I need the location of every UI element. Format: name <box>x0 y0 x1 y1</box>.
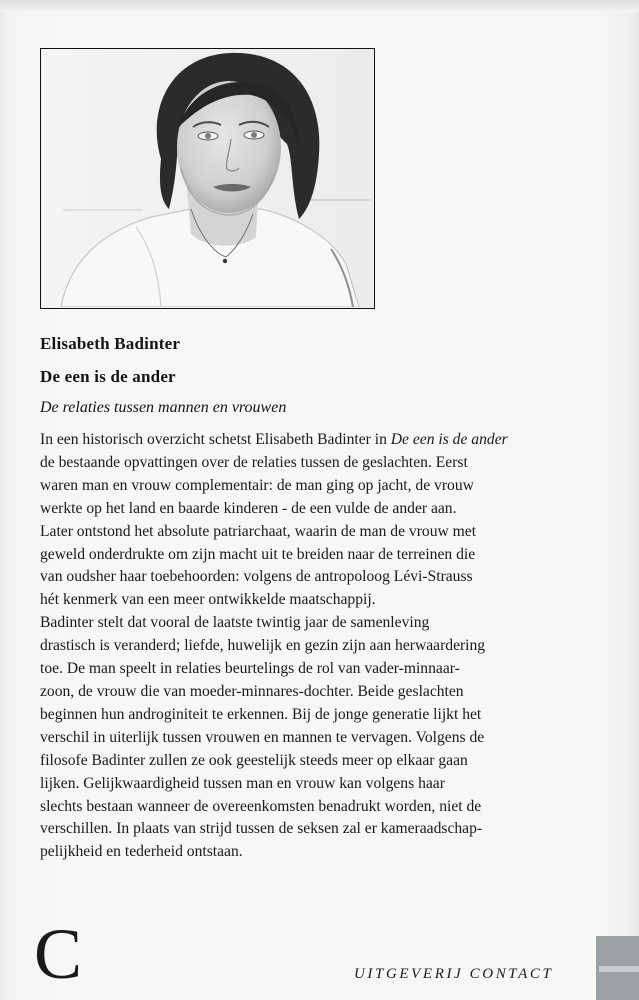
blurb-line: pelijkheid en tederheid ontstaan. <box>40 843 243 861</box>
author-photo <box>40 48 375 309</box>
publisher-logo: C <box>34 914 83 994</box>
blurb-line: lijken. Gelijkwaardigheid tussen man en vrouw kan volgens haar <box>40 774 445 792</box>
blurb-line: werkte op het land en baarde kinderen - de een vulde de ander aan. <box>40 499 457 517</box>
book-subtitle: De relaties tussen mannen en vrouwen <box>40 399 287 416</box>
book-title: De een is de ander <box>40 367 176 386</box>
blurb-line: de bestaande opvattingen over de relaties tussen de geslachten. Eerst <box>40 453 468 471</box>
blurb-line: beginnen hun androginiteit te erkennen. Bij de jonge generatie lijkt het <box>40 705 482 723</box>
author-name: Elisabeth Badinter <box>40 334 181 353</box>
blurb-line: waren man en vrouw complementair: de man ging op jacht, de vrouw <box>40 476 474 494</box>
blurb-line: toe. De man speelt in relaties beurtelings de rol van vader-minnaar- <box>40 660 460 678</box>
sticker-stripe <box>599 966 639 972</box>
blurb-line: drastisch is veranderd; liefde, huwelijk en gezin zijn aan herwaardering <box>40 637 486 655</box>
blurb-line: verschillen. In plaats van strijd tussen de seksen zal er kameraadschap- <box>40 820 483 838</box>
blurb-line: filosofe Badinter zullen ze ook geestelijk steeds meer op elkaar gaan <box>40 751 468 769</box>
blurb-line: zoon, de vrouw die van moeder-minnares-dochter. Beide geslachten <box>40 682 464 700</box>
portrait-illustration <box>41 49 373 307</box>
blurb-line: Badinter stelt dat vooral de laatste twintig jaar de samenleving <box>40 614 430 632</box>
blurb-title-italic: De een is de ander <box>390 431 508 448</box>
publisher-name: UITGEVERIJ CONTACT <box>354 966 554 982</box>
blurb-line <box>40 429 606 452</box>
blurb-line-text: In een historisch overzicht schetst Elisabeth Badinter in <box>40 431 391 448</box>
blurb-line: van oudsher haar toebehoorden: volgens de antropoloog Lévi-Strauss <box>40 568 473 586</box>
blurb-line: hét kenmerk van een meer ontwikkelde maatschappij. <box>40 591 376 609</box>
blurb-line: verschil in uiterlijk tussen vrouwen en mannen te vervagen. Volgens de <box>40 728 485 746</box>
blurb-line: geweld onderdrukte om zijn macht uit te breiden naar de terreinen die <box>40 545 476 563</box>
blurb-line: Later ontstond het absolute patriarchaat, waarin de man de vrouw met <box>40 522 477 540</box>
blurb-text <box>40 429 606 864</box>
blurb-line: slechts bestaan wanneer de overeenkomsten benadrukt worden, niet de <box>40 797 482 815</box>
